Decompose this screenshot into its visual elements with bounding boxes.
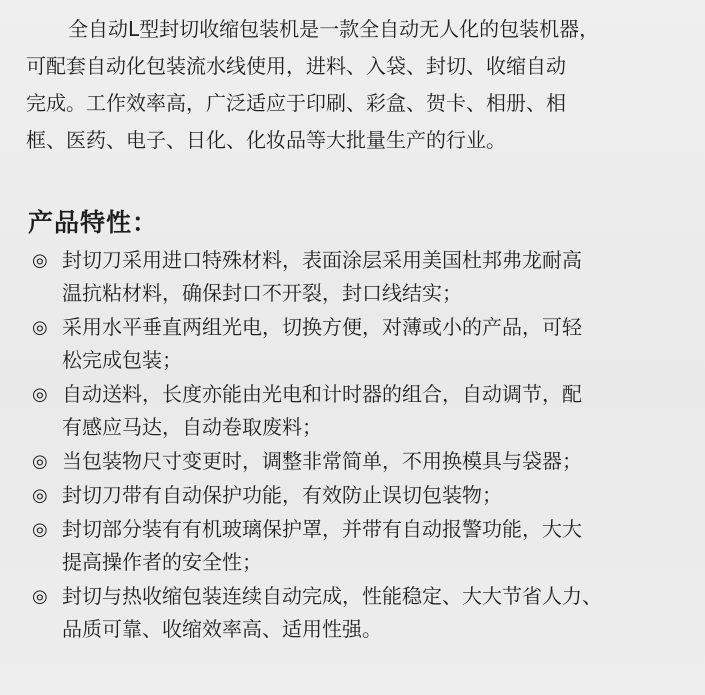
feature-text [62,378,582,444]
intro-line: 完成。工作效率高，广泛适应于印刷、彩盒、贺卡、相册、相 [26,91,566,115]
features-list [32,244,698,647]
intro-line: 全自动L型封切收缩包装机是一款全自动无人化的包装机器， [68,17,600,41]
feature-line: 有感应马达，自动卷取废料； [62,415,322,439]
bullet-icon: ◎ [32,317,48,338]
feature-line: 封切刀带有自动保护功能，有效防止误切包装物； [62,483,502,507]
feature-text [62,580,602,646]
feature-line: 封切刀采用进口特殊材料，表面涂层采用美国杜邦弗龙耐高 [62,248,582,272]
feature-line: 温抗粘材料，确保封口不开裂，封口线结实； [62,281,462,305]
feature-text [62,311,582,377]
feature-line: 当包装物尺寸变更时，调整非常简单，不用换模具与袋器； [62,449,582,473]
bullet-icon: ◎ [32,485,48,506]
features-heading: 产品特性： [28,208,159,237]
feature-item [32,244,698,310]
bullet-icon: ◎ [32,250,48,271]
bullet-icon: ◎ [32,519,48,540]
feature-line: 松完成包装； [62,348,182,372]
feature-text [62,244,582,310]
bullet-icon: ◎ [32,586,48,607]
intro-line: 框、医药、电子、日化、化妆品等大批量生产的行业。 [26,128,506,152]
feature-item [32,445,698,478]
bullet-icon: ◎ [32,384,48,405]
intro-line: 可配套自动化包装流水线使用，进料、入袋、封切、收缩自动 [26,54,566,78]
intro-paragraph [26,11,696,159]
feature-item [32,513,698,579]
feature-item [32,311,698,377]
feature-text [62,479,502,512]
feature-item [32,378,698,444]
feature-line: 提高操作者的安全性； [62,550,262,574]
feature-line: 采用水平垂直两组光电，切换方便，对薄或小的产品，可轻 [62,315,582,339]
feature-line: 品质可靠、收缩效率高、适用性强。 [62,617,382,641]
feature-item [32,580,698,646]
feature-line: 自动送料，长度亦能由光电和计时器的组合，自动调节，配 [62,382,582,406]
bullet-icon: ◎ [32,451,48,472]
feature-line: 封切与热收缩包装连续自动完成，性能稳定、大大节省人力、 [62,584,602,608]
feature-text [62,513,582,579]
feature-item [32,479,698,512]
feature-line: 封切部分装有有机玻璃保护罩，并带有自动报警功能，大大 [62,517,582,541]
feature-text [62,445,582,478]
